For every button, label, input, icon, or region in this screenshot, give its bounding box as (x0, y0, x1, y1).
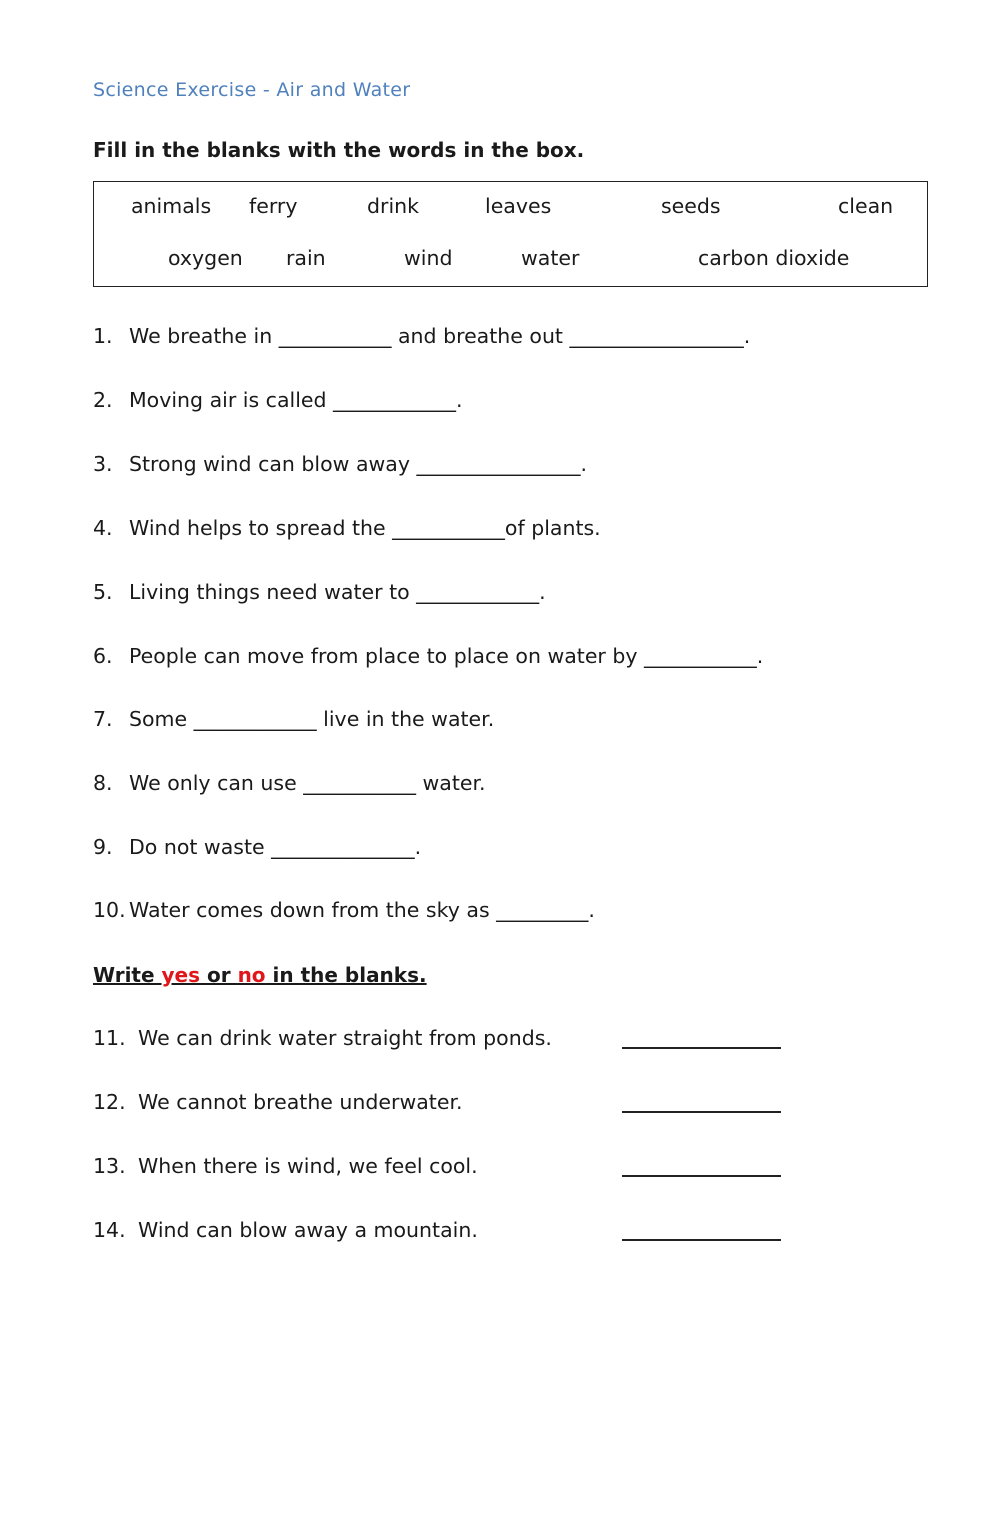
heading-prefix: Write (93, 963, 162, 987)
question-10 (93, 898, 595, 922)
word-bank-item: ferry (249, 194, 298, 218)
question-1 (93, 324, 750, 348)
question-number: 1. (93, 324, 113, 348)
no-keyword: no (237, 963, 266, 987)
answer-blank-12[interactable] (622, 1111, 781, 1113)
word-bank-item: drink (367, 194, 420, 218)
yes-keyword: yes (161, 963, 201, 987)
word-bank-item: water (521, 246, 580, 270)
question-number: 10. (93, 898, 126, 922)
question-text: People can move from place to place on water by ___________. (129, 644, 764, 668)
heading-suffix: in the blanks. (265, 963, 427, 987)
question-text: We only can use ___________ water. (129, 771, 486, 795)
word-bank-item: leaves (485, 194, 552, 218)
question-number: 13. (93, 1154, 126, 1178)
question-6 (93, 644, 763, 668)
question-number: 14. (93, 1218, 126, 1242)
word-bank-item: carbon dioxide (698, 246, 850, 270)
question-text: When there is wind, we feel cool. (138, 1154, 478, 1178)
question-text: Wind can blow away a mountain. (138, 1218, 478, 1242)
question-text: Moving air is called ____________. (129, 388, 463, 412)
question-number: 3. (93, 452, 113, 476)
question-number: 9. (93, 835, 113, 859)
question-8 (93, 771, 486, 795)
question-text: Some ____________ live in the water. (129, 707, 495, 731)
question-3 (93, 452, 587, 476)
question-13 (93, 1154, 478, 1178)
question-text: We can drink water straight from ponds. (138, 1026, 552, 1050)
question-number: 5. (93, 580, 113, 604)
answer-blank-13[interactable] (622, 1175, 781, 1177)
word-bank-item: rain (286, 246, 326, 270)
question-number: 2. (93, 388, 113, 412)
question-text: We breathe in ___________ and breathe out _________________. (129, 324, 751, 348)
question-2 (93, 388, 463, 412)
question-7 (93, 707, 494, 731)
word-bank-item: animals (131, 194, 212, 218)
question-text: We cannot breathe underwater. (138, 1090, 463, 1114)
question-12 (93, 1090, 463, 1114)
question-number: 12. (93, 1090, 126, 1114)
question-text: Do not waste ______________. (129, 835, 422, 859)
question-number: 8. (93, 771, 113, 795)
answer-blank-11[interactable] (622, 1047, 781, 1049)
word-box (93, 181, 928, 287)
question-9 (93, 835, 421, 859)
question-4 (93, 516, 601, 540)
word-bank-item: oxygen (168, 246, 243, 270)
worksheet-title: Science Exercise - Air and Water (93, 79, 411, 101)
answer-blank-14[interactable] (622, 1239, 781, 1241)
question-number: 6. (93, 644, 113, 668)
word-bank-item: clean (838, 194, 894, 218)
word-bank-item: wind (404, 246, 453, 270)
question-text: Living things need water to ____________. (129, 580, 546, 604)
question-text: Strong wind can blow away ________________. (129, 452, 588, 476)
heading-middle: or (200, 963, 238, 987)
question-number: 4. (93, 516, 113, 540)
instruction-heading: Fill in the blanks with the words in the box. (93, 138, 585, 162)
question-text: Water comes down from the sky as _________. (129, 898, 595, 922)
yes-no-heading (93, 963, 427, 987)
word-bank-item: seeds (661, 194, 721, 218)
question-number: 11. (93, 1026, 126, 1050)
question-11 (93, 1026, 552, 1050)
question-14 (93, 1218, 478, 1242)
question-5 (93, 580, 546, 604)
question-text: Wind helps to spread the ___________of plants. (129, 516, 601, 540)
question-number: 7. (93, 707, 113, 731)
